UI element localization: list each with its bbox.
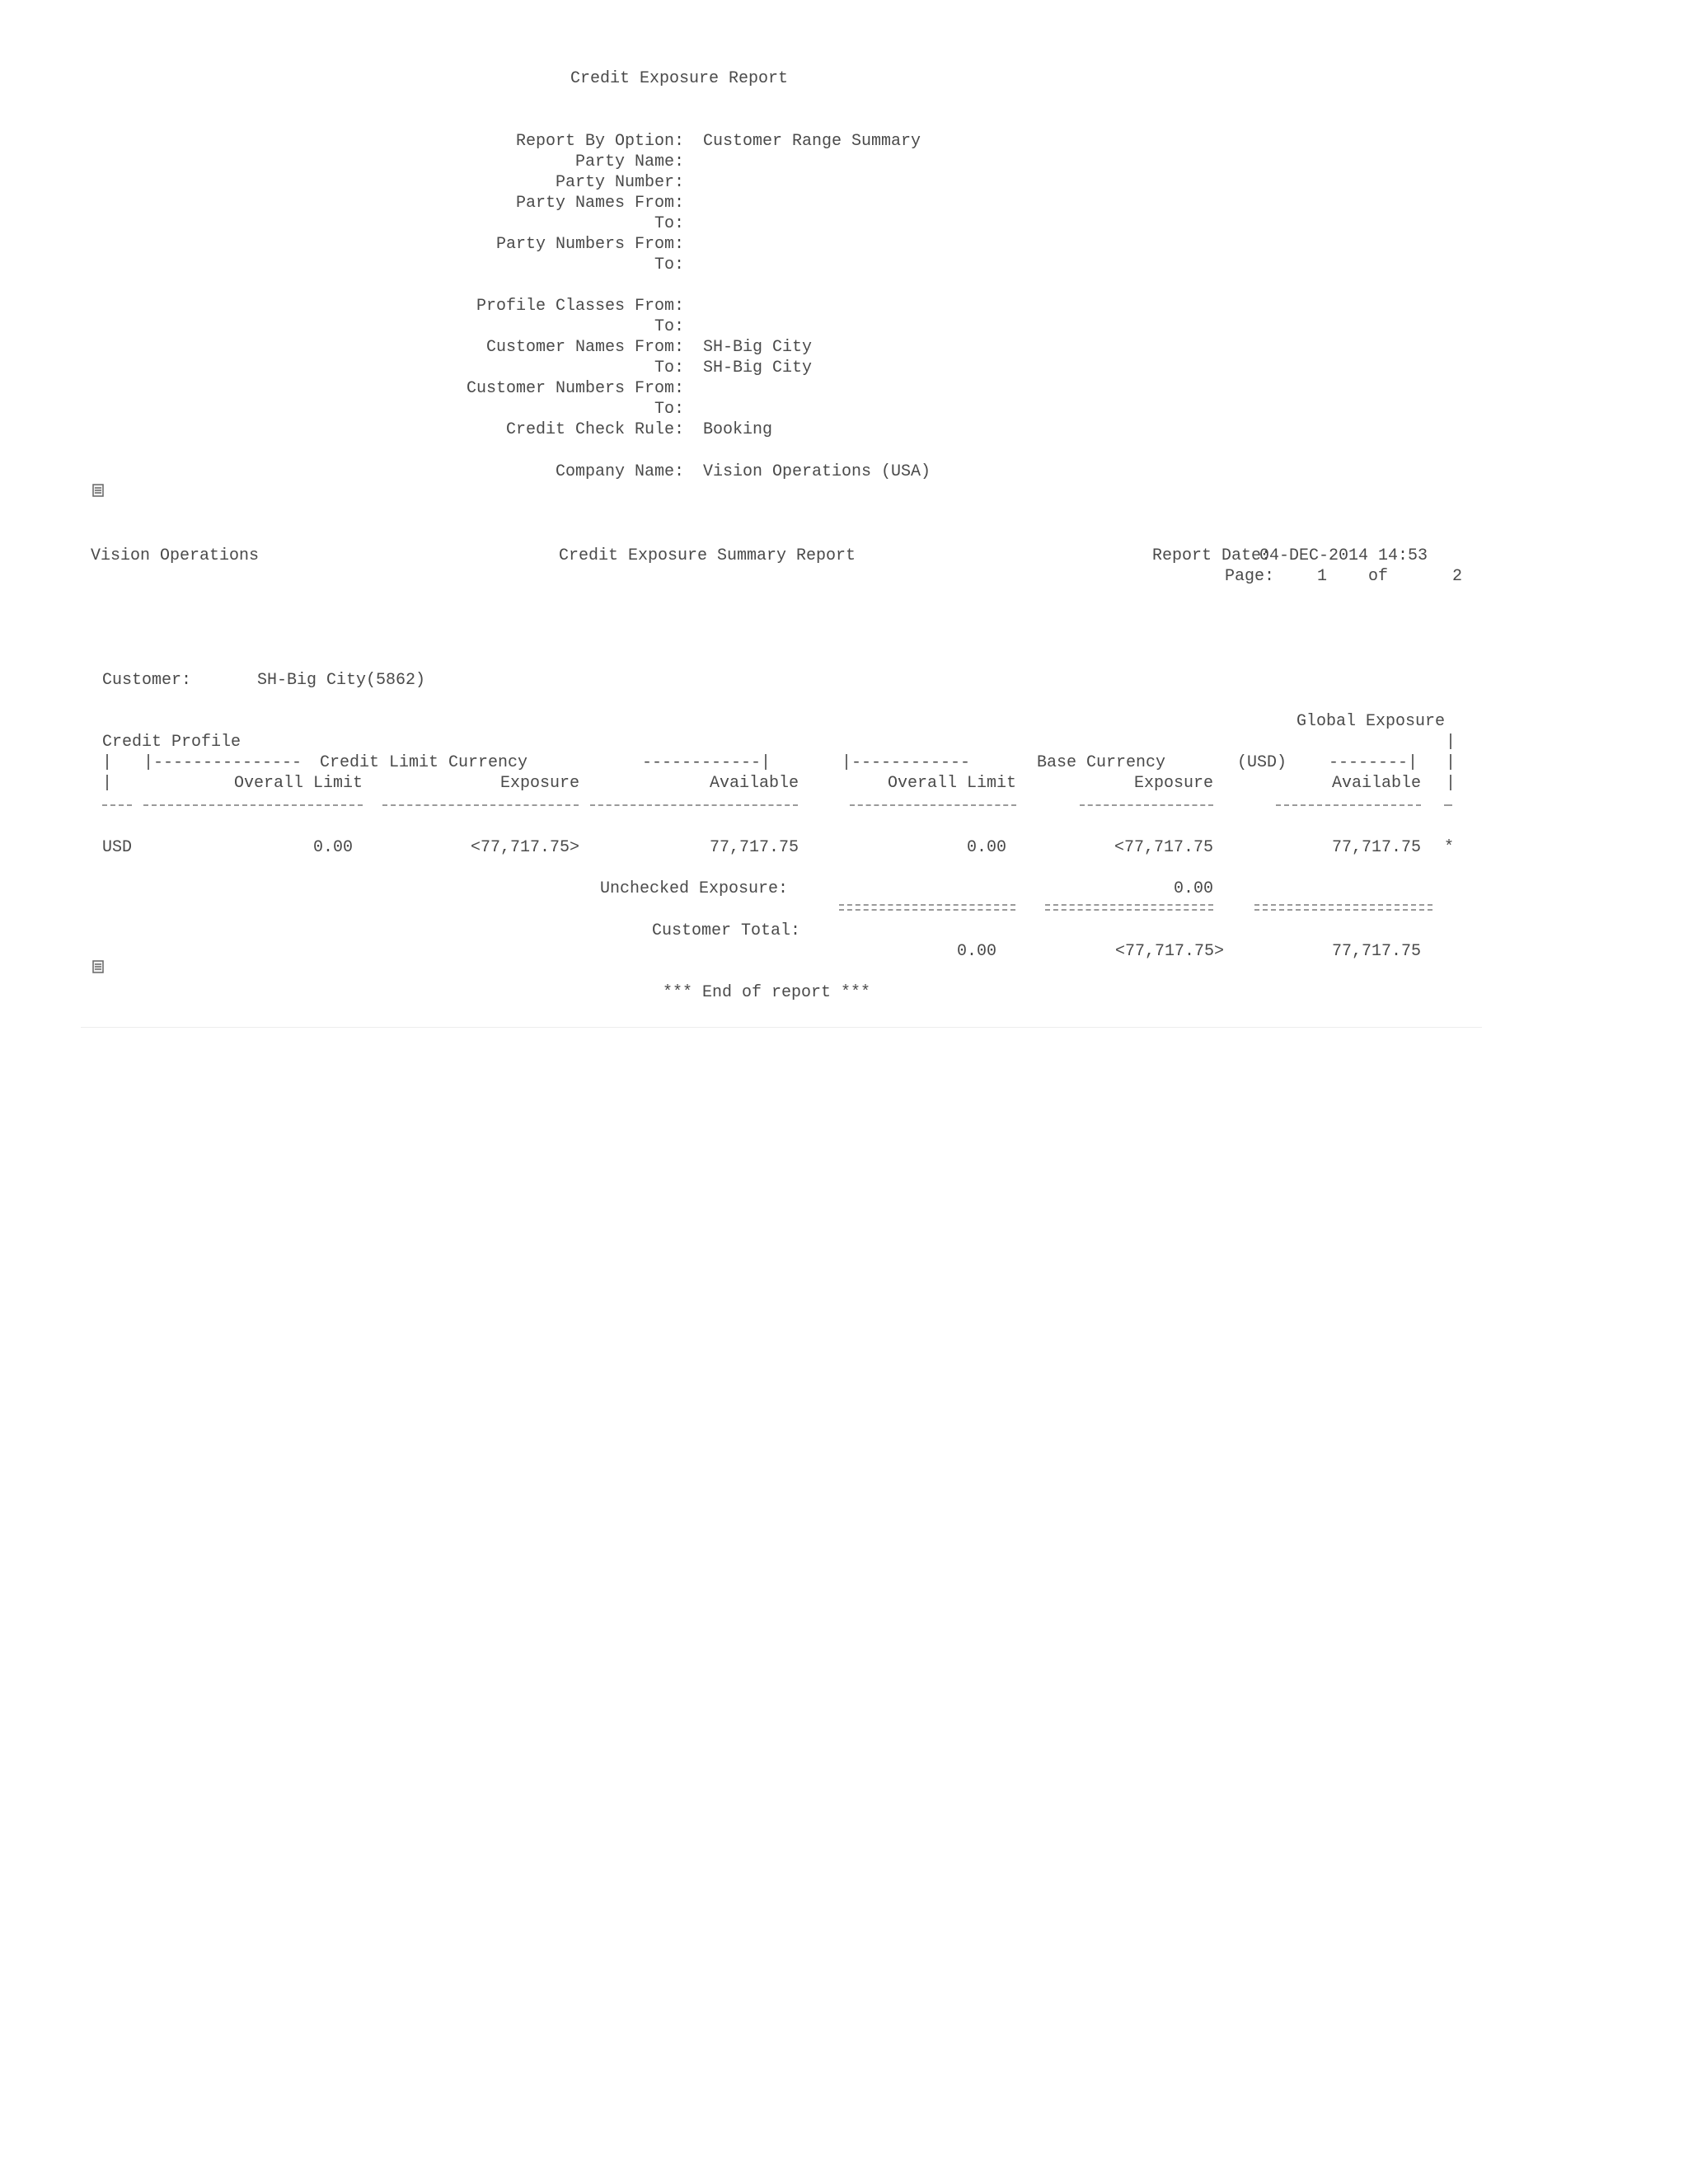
page-of: of: [1368, 567, 1389, 586]
row-currency: USD: [102, 838, 133, 857]
page-break-icon: [92, 484, 104, 497]
total-available: 77,717.75: [1331, 942, 1421, 961]
header-pipe: |: [102, 774, 113, 793]
col-overall-limit: Overall Limit: [233, 774, 363, 793]
customer-total-label: Customer Total:: [652, 921, 801, 940]
page-separator: [81, 1027, 1482, 1028]
param-label: Party Name:: [574, 152, 684, 171]
col-available: Available: [709, 774, 799, 793]
page-break-icon: [92, 960, 104, 973]
end-of-report: *** End of report ***: [663, 983, 871, 1002]
row-base-exposure: <77,717.75: [1114, 838, 1213, 857]
header-underline: [143, 804, 363, 806]
header-underline: [1444, 804, 1452, 806]
param-value-report-by-option: Customer Range Summary: [703, 132, 921, 151]
total-double-rule: [839, 904, 1015, 911]
param-label: Company Name:: [555, 462, 684, 481]
report-date-label: Report Date:: [1152, 546, 1272, 565]
unchecked-exposure-value: 0.00: [1173, 879, 1213, 898]
param-label: To:: [654, 255, 684, 274]
header-dashes: ------------|: [642, 753, 771, 772]
param-label: Customer Numbers From:: [466, 379, 684, 398]
page-number: 1: [1317, 567, 1328, 586]
header-underline: [1080, 804, 1213, 806]
col-available: Available: [1331, 774, 1421, 793]
param-value-credit-check-rule: Booking: [703, 420, 773, 439]
unchecked-exposure-label: Unchecked Exposure:: [600, 879, 789, 898]
credit-profile-heading: Credit Profile: [102, 733, 241, 752]
col-exposure: Exposure: [499, 774, 579, 793]
header-underline: [102, 804, 132, 806]
param-label: Report By Option:: [515, 132, 684, 151]
row-cl-exposure: <77,717.75>: [470, 838, 579, 857]
page-label: Page:: [1225, 567, 1275, 586]
base-currency-heading: Base Currency: [1037, 753, 1166, 772]
header-dashes: |---------------: [143, 753, 302, 772]
global-exposure-heading: Global Exposure: [1296, 712, 1446, 731]
param-label: Party Names From:: [515, 194, 684, 213]
param-label: To:: [654, 317, 684, 336]
row-cl-overall-limit: 0.00: [312, 838, 353, 857]
customer-value: SH-Big City(5862): [257, 671, 426, 690]
row-flag: *: [1444, 838, 1455, 857]
total-exposure: <77,717.75>: [1114, 942, 1224, 961]
param-label: To:: [654, 359, 684, 377]
param-label: To:: [654, 400, 684, 419]
param-label: Profile Classes From:: [476, 297, 684, 316]
header-pipe: |: [1446, 733, 1456, 752]
param-value-company-name: Vision Operations (USA): [703, 462, 931, 481]
header-pipe: |: [1446, 774, 1456, 793]
usd-heading: (USD): [1237, 753, 1287, 772]
row-base-available: 77,717.75: [1331, 838, 1421, 857]
param-label: Party Number:: [555, 173, 684, 192]
header-pipe: |: [1446, 753, 1456, 772]
col-overall-limit: Overall Limit: [887, 774, 1016, 793]
page-total: 2: [1452, 567, 1463, 586]
total-double-rule: [1045, 904, 1213, 911]
credit-limit-currency-heading: Credit Limit Currency: [320, 753, 528, 772]
total-overall-limit: 0.00: [956, 942, 996, 961]
param-label: Party Numbers From:: [495, 235, 684, 254]
header-underline: [382, 804, 579, 806]
header-underline: [850, 804, 1016, 806]
header-pipe: |: [102, 753, 113, 772]
report-title: Credit Exposure Summary Report: [559, 546, 856, 565]
header-underline: [1276, 804, 1421, 806]
param-label: Customer Names From:: [485, 338, 684, 357]
param-value-customer-names-to: SH-Big City: [703, 359, 813, 377]
param-value-customer-names-from: SH-Big City: [703, 338, 813, 357]
col-exposure: Exposure: [1133, 774, 1213, 793]
row-base-overall-limit: 0.00: [966, 838, 1006, 857]
total-double-rule: [1254, 904, 1432, 911]
customer-label: Customer:: [102, 671, 192, 690]
param-label: Credit Check Rule:: [505, 420, 684, 439]
param-label: To:: [654, 214, 684, 233]
org-name: Vision Operations: [91, 546, 260, 565]
report-date: 04-DEC-2014 14:53: [1259, 546, 1428, 565]
header-underline: [590, 804, 798, 806]
row-cl-available: 77,717.75: [709, 838, 799, 857]
params-title: Credit Exposure Report: [570, 69, 789, 88]
header-dashes: --------|: [1329, 753, 1418, 772]
header-dashes: |------------: [842, 753, 971, 772]
